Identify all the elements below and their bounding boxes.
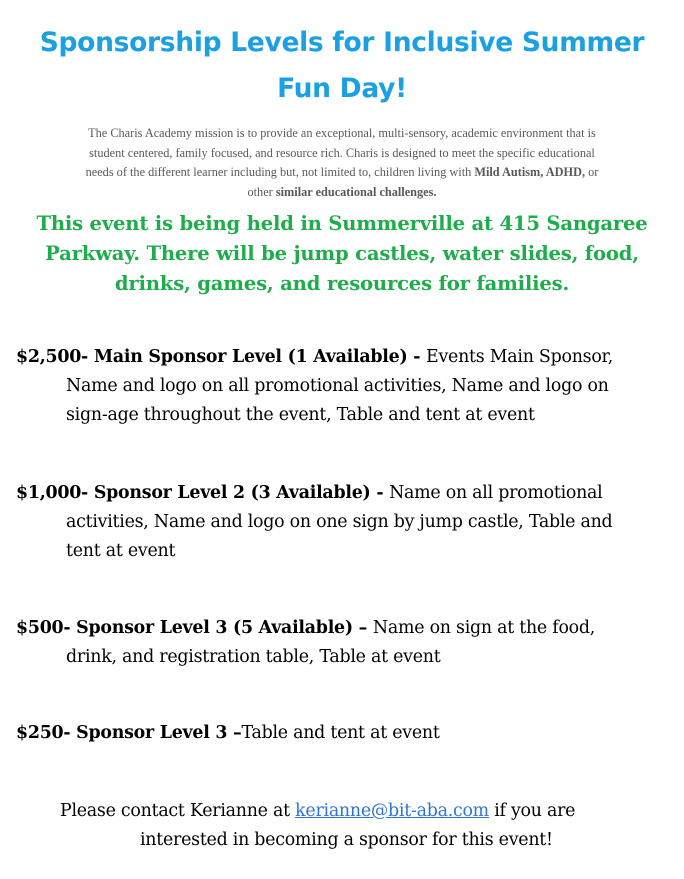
event-line-2: Parkway. There will be jump castles, water slides, food, <box>45 242 639 265</box>
level-main-line-2: Name and logo on all promotional activities, Name and logo on <box>66 376 609 396</box>
title-line-2: Fun Day! <box>277 73 407 104</box>
mission-line-2: student centered, family focused, and resource rich. Charis is designed to meet the specific educational <box>89 145 595 160</box>
level-2-line-2: activities, Name and logo on one sign by jump castle, Table and <box>66 512 613 532</box>
level-main-text-1: Events Main Sponsor, <box>426 347 613 367</box>
mission-statement <box>12 124 672 202</box>
mission-challenges-bold: similar educational challenges. <box>275 184 437 199</box>
level-3-text-1: Name on sign at the food, <box>372 618 596 638</box>
event-line-3: drinks, games, and resources for families. <box>114 272 570 295</box>
level-3-line-2: drink, and registration table, Table at event <box>66 647 441 667</box>
level-2-heading: $1,000- Sponsor Level 2 (3 Available) - <box>16 483 390 503</box>
sponsor-level-3 <box>16 614 680 672</box>
level-3-heading: $500- Sponsor Level 3 (5 Available) – <box>16 618 373 638</box>
mission-line-3 <box>12 163 672 183</box>
event-details <box>12 209 672 299</box>
title-line-1: Sponsorship Levels for Inclusive Summer <box>39 27 645 58</box>
level-4-line-1 <box>16 719 680 748</box>
sponsor-level-main <box>16 343 680 430</box>
level-4-heading: $250- Sponsor Level 3 – <box>16 723 242 743</box>
level-main-heading: $2,500- Main Sponsor Level (1 Available) - <box>16 347 427 367</box>
mission-line-4-text: other <box>247 184 276 199</box>
contact-line-1 <box>20 797 664 826</box>
contact-line-2: interested in becoming a sponsor for this event! <box>140 830 553 850</box>
contact-section <box>20 797 664 855</box>
level-2-line-1 <box>16 479 680 508</box>
level-3-line-1 <box>16 614 680 643</box>
event-line-1: This event is being held in Summerville at 415 Sangaree <box>36 212 648 235</box>
mission-line-4 <box>12 183 672 203</box>
mission-conditions-bold: Mild Autism, ADHD, <box>474 165 586 179</box>
sponsor-level-2 <box>16 479 680 566</box>
level-main-line-1 <box>16 343 680 372</box>
level-main-line-3: sign-age throughout the event, Table and tent at event <box>66 405 535 425</box>
mission-line-3-text: needs of the different learner including but, not limited to, children living with <box>85 165 475 179</box>
mission-line-1: The Charis Academy mission is to provide an exceptional, multi-sensory, academic environment that is <box>88 126 596 140</box>
level-2-text-1: Name on all promotional <box>389 483 603 503</box>
page-title <box>20 20 664 112</box>
mission-line-3-end: or <box>585 165 599 179</box>
contact-text-1: Please contact Kerianne at <box>60 801 296 821</box>
level-2-line-3: tent at event <box>66 541 176 561</box>
sponsor-level-4 <box>16 719 680 748</box>
level-4-text-1: Table and tent at event <box>241 723 440 743</box>
contact-text-2: if you are <box>488 801 576 821</box>
email-link[interactable]: kerianne@bit-aba.com <box>295 801 489 821</box>
